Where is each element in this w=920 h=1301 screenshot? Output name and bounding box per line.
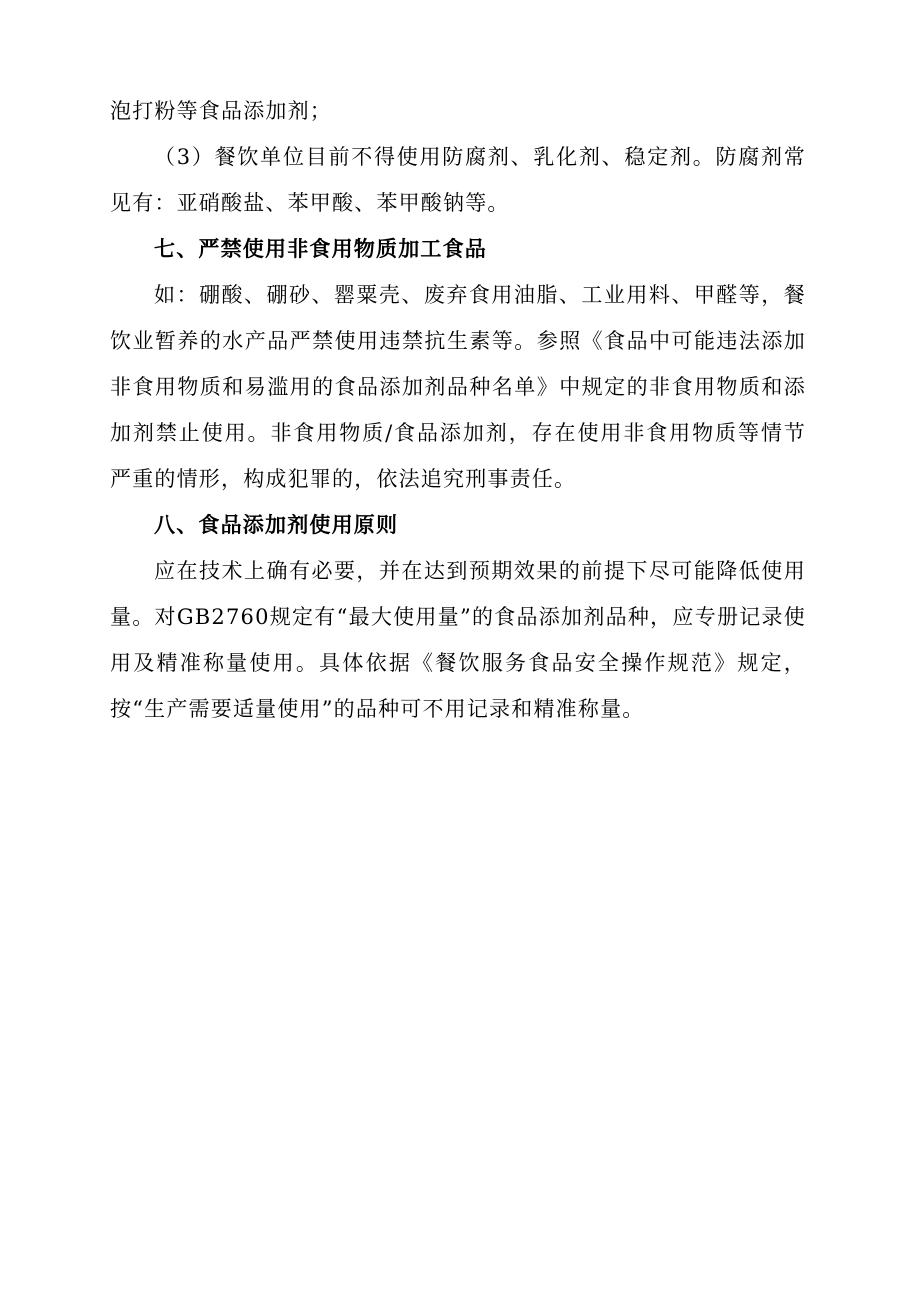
document-page bbox=[110, 88, 806, 732]
section-7-heading: 七、严禁使用非食用物质加工食品 bbox=[154, 237, 487, 261]
continuation-paragraph: 泡打粉等食品添加剂； bbox=[110, 99, 332, 123]
section-7-body: 如：硼酸、硼砂、罂粟壳、废弃食用油脂、工业用料、甲醛等，餐饮业暂养的水产品严禁使用违禁抗生素等。参照《食品中可能违法添加非食用物质和易滥用的食品添加剂品种名单》中规定的非食用物质和添加剂禁止使用。非食用物质/食品添加剂，存在使用非食用物质等情节严重的情形，构成犯罪的，依法追究刑事责任。 bbox=[110, 283, 806, 491]
section-8-heading: 八、食品添加剂使用原则 bbox=[154, 513, 399, 537]
item-3-paragraph: （3）餐饮单位目前不得使用防腐剂、乳化剂、稳定剂。防腐剂常见有：亚硝酸盐、苯甲酸、苯甲酸钠等。 bbox=[110, 145, 806, 215]
section-8-body: 应在技术上确有必要，并在达到预期效果的前提下尽可能降低使用量。对GB2760规定有“最大使用量”的食品添加剂品种，应专册记录使用及精准称量使用。具体依据《餐饮服务食品安全操作规范》规定，按“生产需要适量使用”的品种可不用记录和精准称量。 bbox=[110, 559, 806, 721]
